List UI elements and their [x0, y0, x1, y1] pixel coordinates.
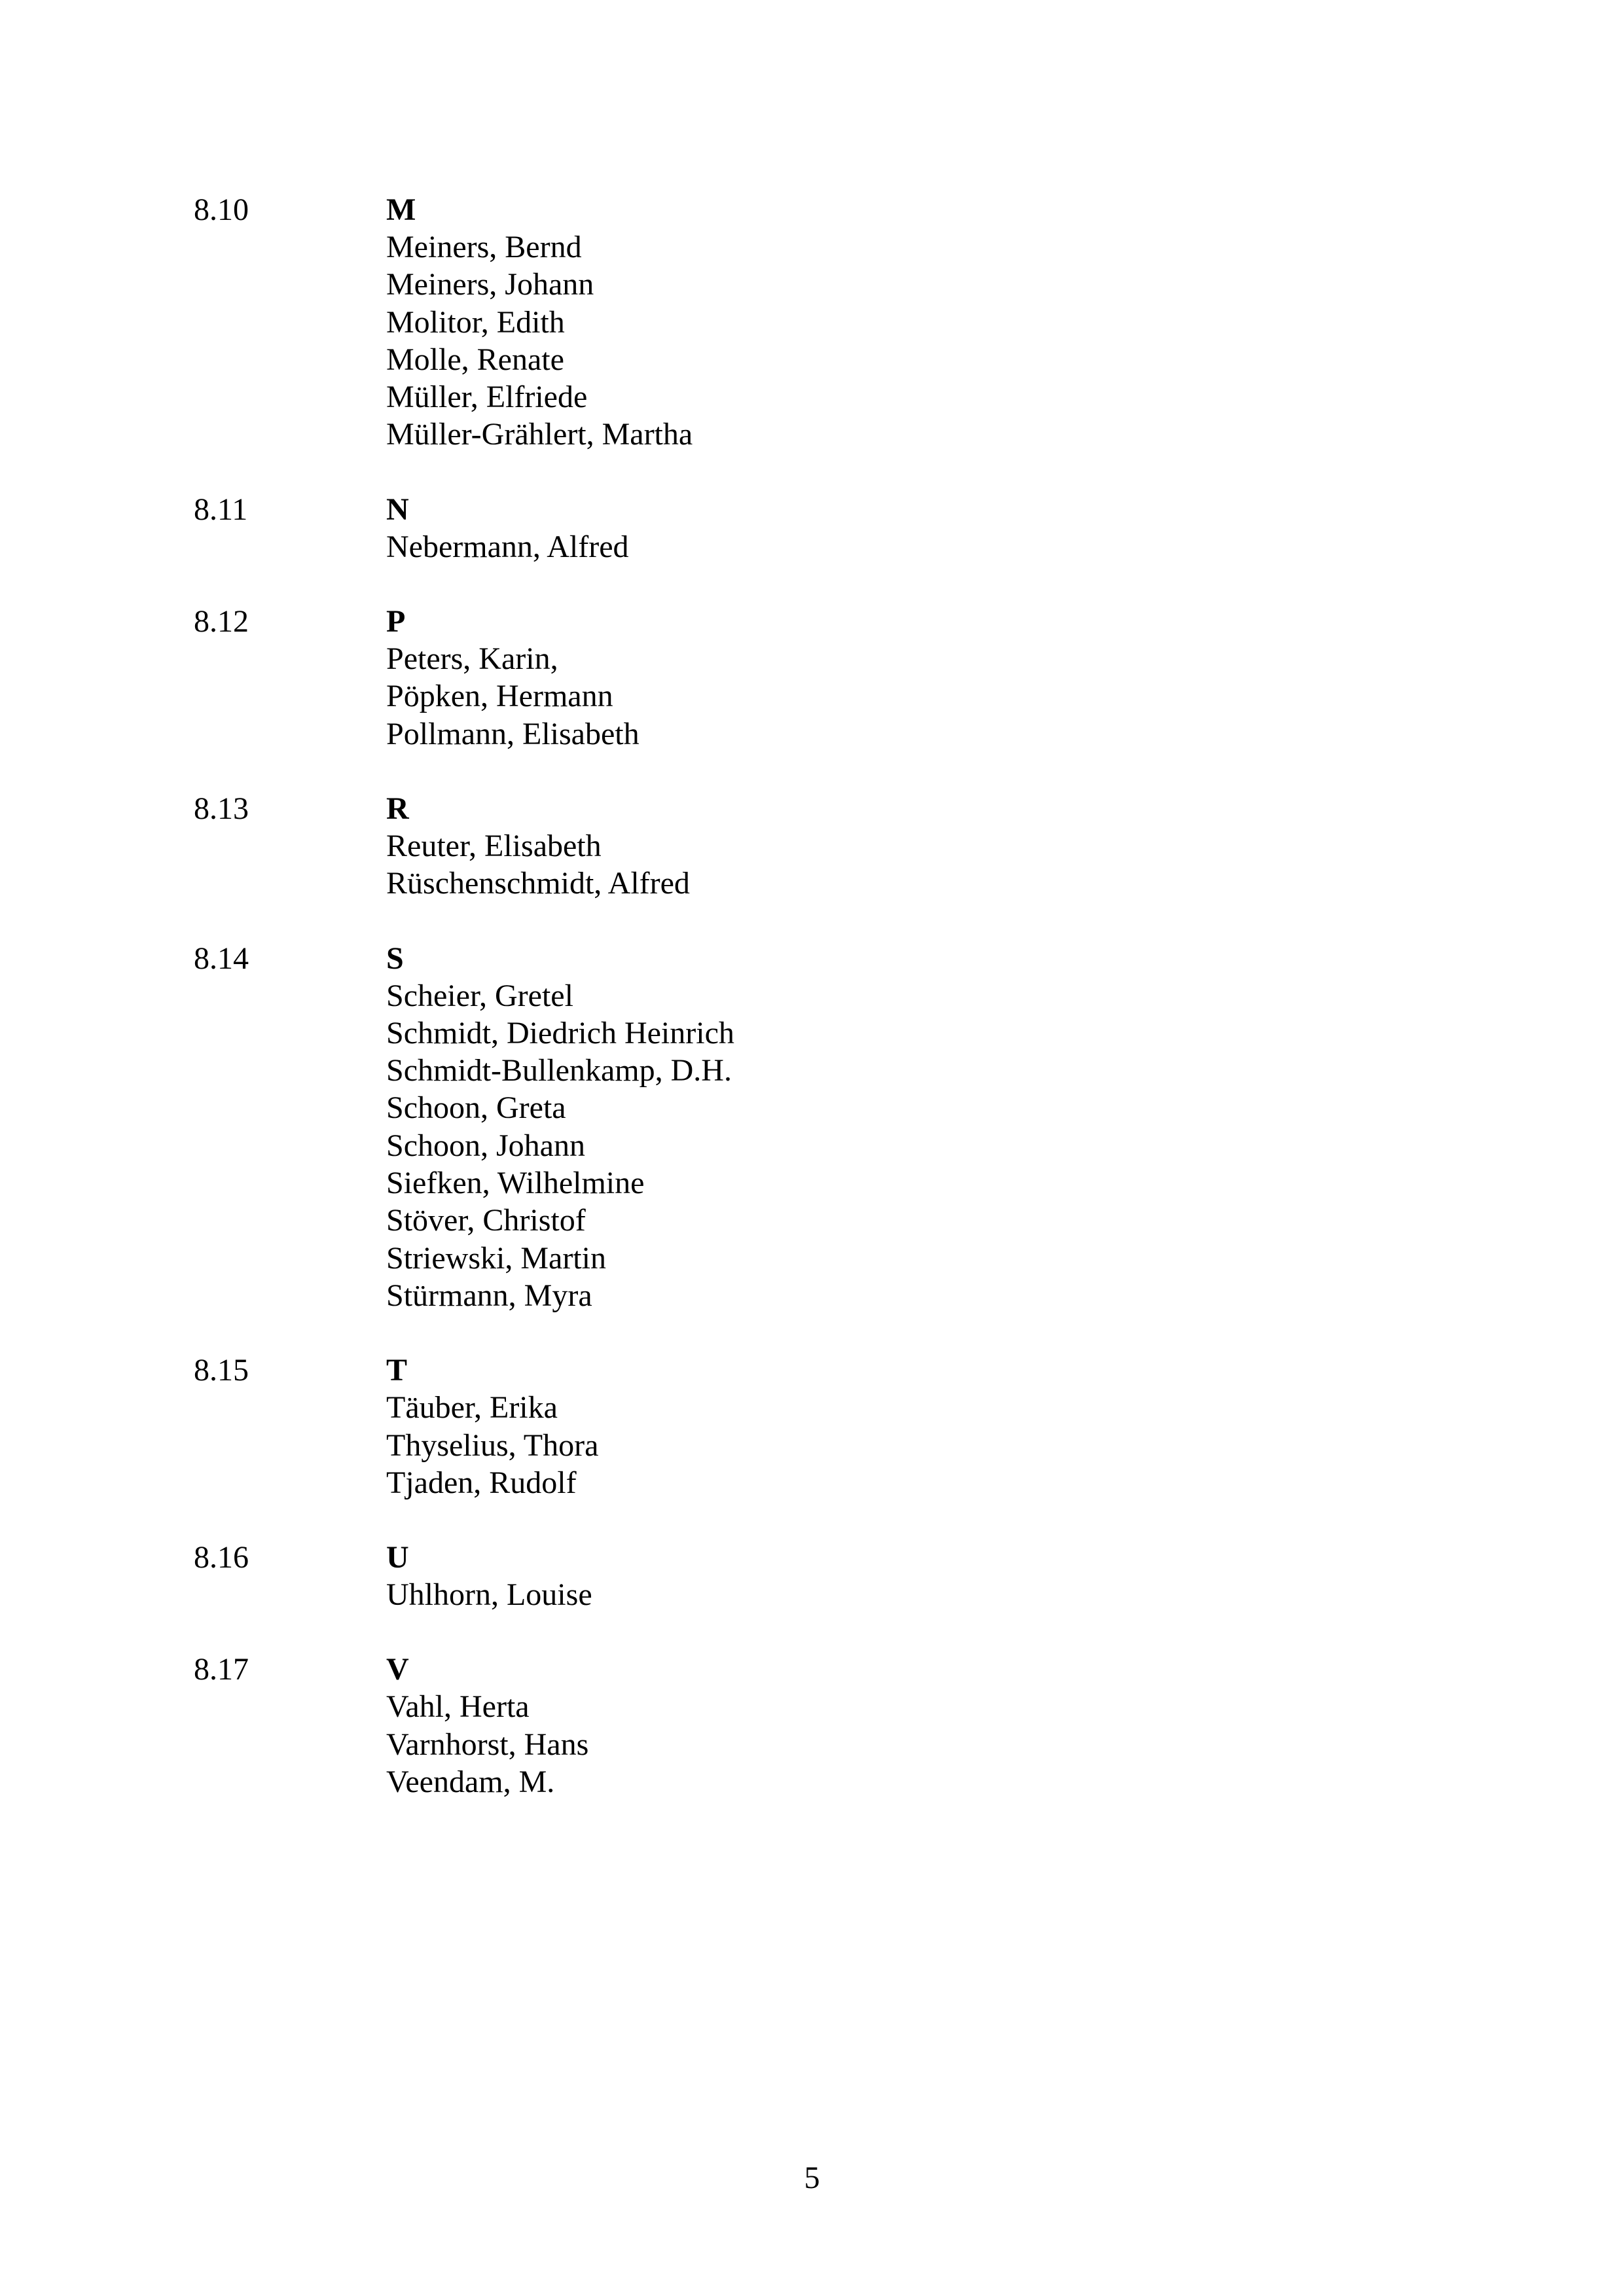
section-number: 8.17 — [194, 1652, 249, 1687]
section-heading-row — [194, 1539, 1372, 1576]
section-heading-row — [194, 940, 1372, 977]
section-number: 8.15 — [194, 1353, 249, 1388]
name-entry: Varnhorst, Hans — [386, 1727, 589, 1762]
name-entry: Müller, Elfriede — [386, 380, 588, 415]
name-entries — [386, 1688, 1372, 1801]
section-number: 8.16 — [194, 1540, 249, 1575]
name-entry: Nebermann, Alfred — [386, 529, 629, 564]
name-entry: Peters, Karin, — [386, 641, 558, 677]
index-section — [194, 191, 1372, 454]
section-number: 8.14 — [194, 941, 249, 976]
section-heading-row — [194, 1651, 1372, 1688]
name-entry: Veendam, M. — [386, 1765, 555, 1800]
name-entry: Vahl, Herta — [386, 1689, 530, 1725]
name-entries — [386, 528, 1372, 565]
index-section — [194, 1352, 1372, 1501]
name-entry: Pöpken, Hermann — [386, 679, 613, 714]
section-heading-row — [194, 603, 1372, 640]
section-number: 8.13 — [194, 791, 249, 826]
index-section — [194, 603, 1372, 753]
section-number: 8.11 — [194, 492, 248, 527]
name-entries — [386, 1389, 1372, 1501]
name-entry: Schmidt-Bullenkamp, D.H. — [386, 1053, 732, 1088]
section-heading-row — [194, 1352, 1372, 1389]
name-entry: Molitor, Edith — [386, 304, 565, 340]
section-letter: M — [386, 192, 416, 227]
name-entries — [386, 977, 1372, 1315]
name-entry: Molle, Renate — [386, 342, 564, 377]
name-entry: Pollmann, Elisabeth — [386, 716, 640, 751]
name-entry: Meiners, Johann — [386, 267, 594, 302]
section-heading-row — [194, 790, 1372, 827]
section-letter: U — [386, 1540, 409, 1575]
name-entry: Stöver, Christof — [386, 1203, 586, 1238]
name-entry: Striewski, Martin — [386, 1240, 606, 1276]
name-entry: Schoon, Greta — [386, 1090, 566, 1126]
name-entries — [386, 1576, 1372, 1613]
name-entry: Täuber, Erika — [386, 1390, 558, 1426]
name-entries — [386, 228, 1372, 454]
name-entries — [386, 827, 1372, 903]
name-entry: Reuter, Elisabeth — [386, 828, 602, 863]
section-number: 8.10 — [194, 192, 249, 227]
index-section — [194, 790, 1372, 903]
index-section — [194, 491, 1372, 565]
name-entry: Scheier, Gretel — [386, 978, 573, 1013]
name-entry: Stürmann, Myra — [386, 1278, 592, 1313]
name-entry: Thyselius, Thora — [386, 1427, 599, 1463]
page-number: 5 — [804, 2161, 820, 2195]
name-entry: Tjaden, Rudolf — [386, 1465, 577, 1500]
name-entry: Meiners, Bernd — [386, 230, 582, 264]
section-letter: V — [386, 1652, 409, 1687]
section-heading-row — [194, 191, 1372, 228]
index-section — [194, 940, 1372, 1315]
name-entry: Schoon, Johann — [386, 1128, 585, 1163]
section-letter: R — [386, 791, 409, 826]
name-entry: Siefken, Wilhelmine — [386, 1166, 645, 1201]
name-entry: Uhlhorn, Louise — [386, 1577, 592, 1613]
name-entries — [386, 640, 1372, 753]
section-letter: N — [386, 492, 409, 527]
name-entry: Rüschenschmidt, Alfred — [386, 866, 690, 901]
section-letter: S — [386, 941, 404, 976]
name-entry: Schmidt, Diedrich Heinrich — [386, 1015, 734, 1050]
section-number: 8.12 — [194, 604, 249, 639]
section-heading-row — [194, 491, 1372, 528]
section-letter: P — [386, 604, 406, 639]
name-entry: Müller-Grählert, Martha — [386, 417, 693, 452]
index-section — [194, 1651, 1372, 1801]
index-section — [194, 1539, 1372, 1613]
name-index-list — [194, 191, 1372, 1838]
section-letter: T — [386, 1353, 408, 1388]
